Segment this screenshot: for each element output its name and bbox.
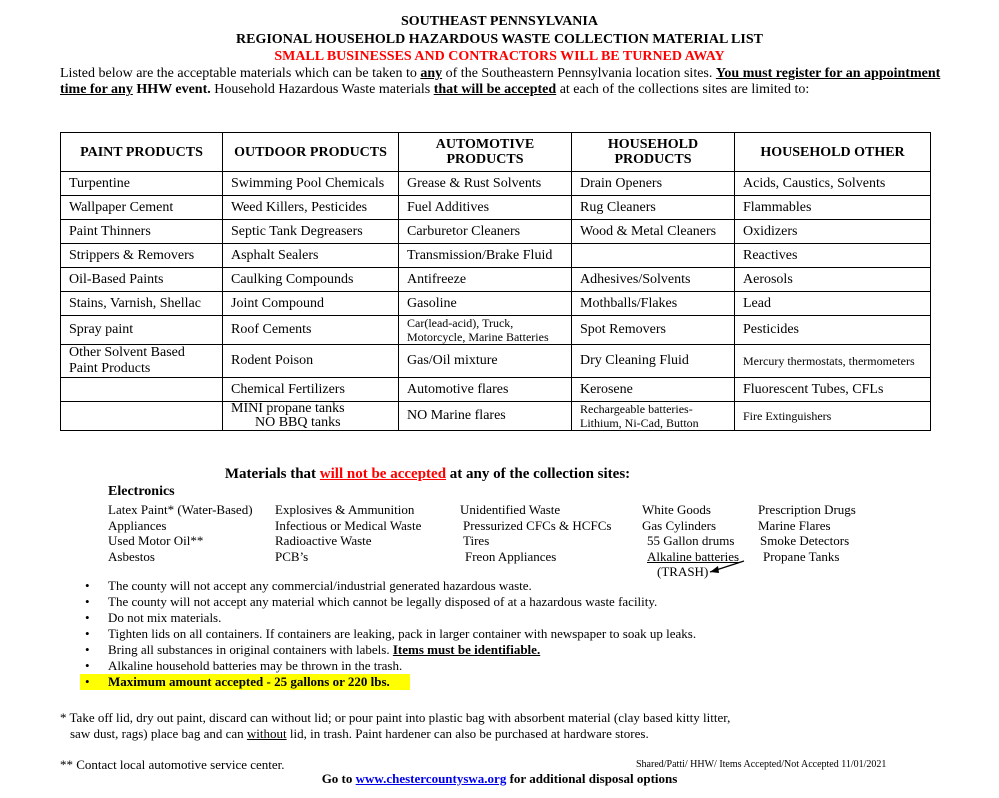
electronics-heading: Electronics (108, 484, 175, 499)
instructions-list (80, 578, 696, 690)
title-line-1: SOUTHEAST PENNSYLVANIA (401, 14, 598, 29)
arrow-icon (708, 558, 748, 576)
table-row (61, 402, 931, 431)
list-item: Used Motor Oil** (108, 533, 204, 548)
table-row (61, 268, 931, 292)
motor-oil-footnote: ** Contact local automotive service center. (60, 757, 285, 772)
table-cell: Mothballs/Flakes (572, 292, 735, 316)
table-row (61, 220, 931, 244)
list-item: Freon Appliances (465, 548, 557, 564)
list-item: White Goods (642, 502, 711, 517)
table-cell (572, 244, 735, 268)
table-cell (61, 378, 223, 402)
website-line: Go to www.chestercountyswa.org for additional disposal options (321, 771, 678, 786)
table-cell: Stains, Varnish, Shellac (61, 292, 223, 316)
list-item: • Tighten lids on all containers. If containers are leaking, pack in larger container with newspaper to soak up leaks. (85, 626, 697, 641)
table-cell: Adhesives/Solvents (572, 268, 735, 292)
list-item: Asbestos (108, 548, 155, 564)
list-item: • The county will not accept any commercial/industrial generated hazardous waste. (85, 578, 532, 593)
list-item: Infectious or Medical Waste (275, 517, 422, 533)
table-cell: Rodent Poison (223, 345, 399, 378)
table-cell: Chemical Fertilizers (223, 378, 399, 402)
table-row (61, 316, 931, 345)
table-cell: Fluorescent Tubes, CFLs (735, 378, 931, 402)
list-item: Marine Flares (758, 517, 831, 533)
table-cell: Gas/Oil mixture (399, 345, 572, 378)
list-item: Pressurized CFCs & HCFCs (463, 517, 612, 533)
table-cell: Grease & Rust Solvents (399, 172, 572, 196)
table-cell: Strippers & Removers (61, 244, 223, 268)
no-bbq-line: NO BBQ tanks (255, 415, 341, 430)
table-cell: Reactives (735, 244, 931, 268)
list-item: Prescription Drugs (758, 502, 856, 517)
document-stamp: Shared/Patti/ HHW/ Items Accepted/Not Accepted 11/01/2021 (636, 759, 887, 770)
table-cell: Oxidizers (735, 220, 931, 244)
list-item: • The county will not accept any material which cannot be legally disposed of at a hazardous waste facility. (85, 594, 658, 609)
table-cell: Wood & Metal Cleaners (572, 220, 735, 244)
table-cell: Spray paint (61, 316, 223, 345)
table-cell: Rug Cleaners (572, 196, 735, 220)
not-accepted-emphasis: will not be accepted (319, 466, 447, 482)
website-link[interactable]: www.chestercountyswa.org (355, 771, 507, 786)
table-cell: Rechargeable batteries-Lithium, Ni-Cad, Button (572, 402, 735, 431)
table-cell: Oil-Based Paints (61, 268, 223, 292)
table-cell: Turpentine (61, 172, 223, 196)
table-cell: Swimming Pool Chemicals (223, 172, 399, 196)
list-item: Alkaline batteries (647, 548, 740, 564)
table-cell: Roof Cements (223, 316, 399, 345)
table-cell (61, 402, 223, 431)
table-cell: Mercury thermostats, thermometers (735, 345, 931, 378)
table-cell: NO Marine flares (399, 402, 572, 431)
list-item: Latex Paint* (Water-Based) (108, 502, 253, 517)
table-cell: Fuel Additives (399, 196, 572, 220)
table-cell: Spot Removers (572, 316, 735, 345)
table-cell: Dry Cleaning Fluid (572, 345, 735, 378)
table-cell: Aerosols (735, 268, 931, 292)
paint-footnote: * Take off lid, dry out paint, discard can without lid; or pour paint into plastic bag with absorbent material (clay based kitty litter, saw dust, rags) place bag and can without lid, in trash. Paint hardener can also be purchased at hardware stores. (60, 710, 731, 741)
table-cell: Pesticides (735, 316, 931, 345)
list-item: PCB’s (275, 548, 309, 564)
list-item: Unidentified Waste (460, 502, 561, 517)
table-cell: Car(lead-acid), Truck, Motorcycle, Marine Batteries (399, 316, 572, 345)
warning-line: SMALL BUSINESSES AND CONTRACTORS WILL BE TURNED AWAY (274, 49, 725, 64)
table-cell: Drain Openers (572, 172, 735, 196)
table-row (61, 172, 931, 196)
list-item: Gas Cylinders (642, 517, 717, 533)
table-cell: Kerosene (572, 378, 735, 402)
list-item: • Alkaline household batteries may be thrown in the trash. (85, 658, 403, 673)
header-automotive-products: AUTOMOTIVE PRODUCTS (399, 133, 572, 172)
list-item: Explosives & Ammunition (275, 502, 415, 517)
header-household-products: HOUSEHOLD PRODUCTS (572, 133, 735, 172)
mini-propane-line: MINI propane tanks (231, 401, 345, 416)
not-accepted-column-3 (460, 502, 611, 564)
list-item: 55 Gallon drums (647, 533, 735, 548)
list-item: Appliances (108, 517, 167, 533)
table-cell: Transmission/Brake Fluid (399, 244, 572, 268)
table-cell: Fire Extinguishers (735, 402, 931, 431)
table-cell: Weed Killers, Pesticides (223, 196, 399, 220)
table-cell: Septic Tank Degreasers (223, 220, 399, 244)
list-item: Tires (463, 533, 490, 548)
table-cell: Acids, Caustics, Solvents (735, 172, 931, 196)
table-cell: Other Solvent Based Paint Products (61, 345, 223, 378)
table-header-row (61, 133, 931, 172)
not-accepted-column-2 (275, 502, 421, 564)
table-cell: Asphalt Sealers (223, 244, 399, 268)
table-row (61, 292, 931, 316)
table-cell: Caulking Compounds (223, 268, 399, 292)
not-accepted-column-1 (108, 502, 253, 564)
table-cell: Antifreeze (399, 268, 572, 292)
table-cell: Paint Thinners (61, 220, 223, 244)
table-cell: Joint Compound (223, 292, 399, 316)
not-accepted-column-5 (758, 502, 856, 564)
accepted-materials-table (60, 132, 931, 431)
list-item: Radioactive Waste (275, 533, 372, 548)
table-cell: Lead (735, 292, 931, 316)
table-row (61, 345, 931, 378)
table-cell (223, 402, 399, 431)
trash-note: (TRASH) (657, 564, 709, 579)
table-row (61, 244, 931, 268)
list-item: Propane Tanks (763, 548, 840, 564)
list-item: • Bring all substances in original containers with labels. Items must be identifiable. (85, 642, 541, 657)
list-item: Smoke Detectors (760, 533, 850, 548)
not-accepted-heading: Materials that will not be accepted at any of the collection sites: (224, 466, 631, 482)
table-cell: Flammables (735, 196, 931, 220)
table-row (61, 196, 931, 220)
header-outdoor-products: OUTDOOR PRODUCTS (223, 133, 399, 172)
highlighted-list-item: • Maximum amount accepted - 25 gallons or 220 lbs. (80, 674, 410, 690)
table-cell: Carburetor Cleaners (399, 220, 572, 244)
header-paint-products: PAINT PRODUCTS (61, 133, 223, 172)
table-cell: Gasoline (399, 292, 572, 316)
list-item: • Do not mix materials. (85, 610, 222, 625)
table-cell: Wallpaper Cement (61, 196, 223, 220)
table-row (61, 378, 931, 402)
intro-paragraph: Listed below are the acceptable materials which can be taken to any of the Southeastern Pennsylvania location sites. You must register for an appointment time for any HHW event. Household Hazardous Waste materials that will be accepted at each of the collections sites are limited to: (60, 66, 941, 97)
table-cell: Automotive flares (399, 378, 572, 402)
header-household-other: HOUSEHOLD OTHER (735, 133, 931, 172)
title-line-2: REGIONAL HOUSEHOLD HAZARDOUS WASTE COLLECTION MATERIAL LIST (236, 32, 763, 47)
